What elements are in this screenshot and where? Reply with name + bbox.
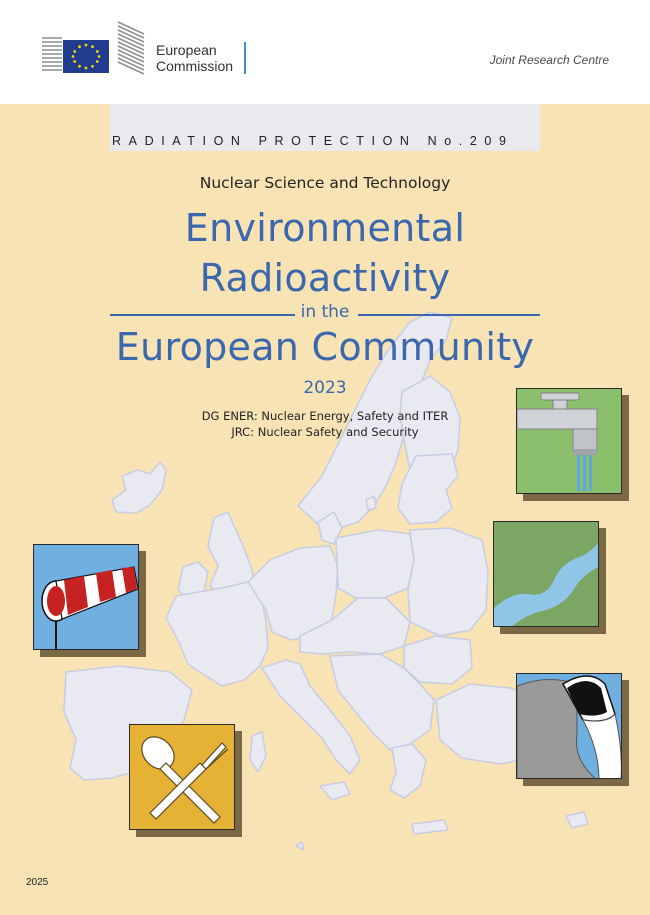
map-greece bbox=[390, 744, 426, 798]
map-island bbox=[296, 842, 304, 850]
title-line2: Radioactivity bbox=[199, 256, 451, 300]
map-sardinia bbox=[250, 732, 266, 772]
publication-year: 2025 bbox=[26, 877, 49, 888]
dept-line2: JRC: Nuclear Safety and Security bbox=[231, 425, 419, 439]
windsock-tile bbox=[33, 544, 139, 650]
drain-pipe-tile bbox=[516, 673, 622, 779]
map-crete bbox=[412, 820, 448, 834]
title-connector: in the bbox=[300, 302, 350, 322]
org-name-line1: European bbox=[156, 42, 217, 58]
header-bar bbox=[0, 0, 650, 104]
map-cyprus bbox=[566, 812, 588, 828]
subject-line: Nuclear Science and Technology bbox=[199, 174, 451, 192]
windsock-icon bbox=[34, 545, 139, 650]
map-poland bbox=[336, 530, 414, 598]
org-name-line2: Commission bbox=[156, 58, 234, 74]
tap-water-tile bbox=[516, 388, 622, 494]
map-romania bbox=[404, 636, 472, 684]
logo-divider bbox=[244, 42, 246, 74]
report-year: 2023 bbox=[303, 378, 347, 398]
dept-line1: DG ENER: Nuclear Energy, Safety and ITER bbox=[201, 409, 449, 423]
map-sicily bbox=[320, 782, 350, 800]
map-baltics bbox=[398, 454, 458, 524]
food-tile bbox=[129, 724, 235, 830]
european-commission-logo bbox=[40, 18, 250, 80]
organization-name bbox=[156, 42, 233, 74]
drain-pipe-icon bbox=[517, 674, 622, 779]
map-iceland bbox=[112, 462, 166, 513]
river-tile bbox=[493, 521, 599, 627]
map-ukraine bbox=[408, 528, 488, 636]
spoon-fork-icon bbox=[130, 725, 235, 830]
tap-water-icon bbox=[517, 389, 622, 494]
map-france bbox=[166, 582, 268, 686]
river-icon bbox=[494, 522, 599, 627]
series-label: RADIATION PROTECTION No.209 bbox=[112, 134, 514, 148]
eu-flag-icon bbox=[63, 40, 109, 73]
title-line3: European Community bbox=[115, 325, 535, 369]
title-line1: Environmental bbox=[184, 206, 466, 250]
centre-name: Joint Research Centre bbox=[489, 53, 609, 67]
